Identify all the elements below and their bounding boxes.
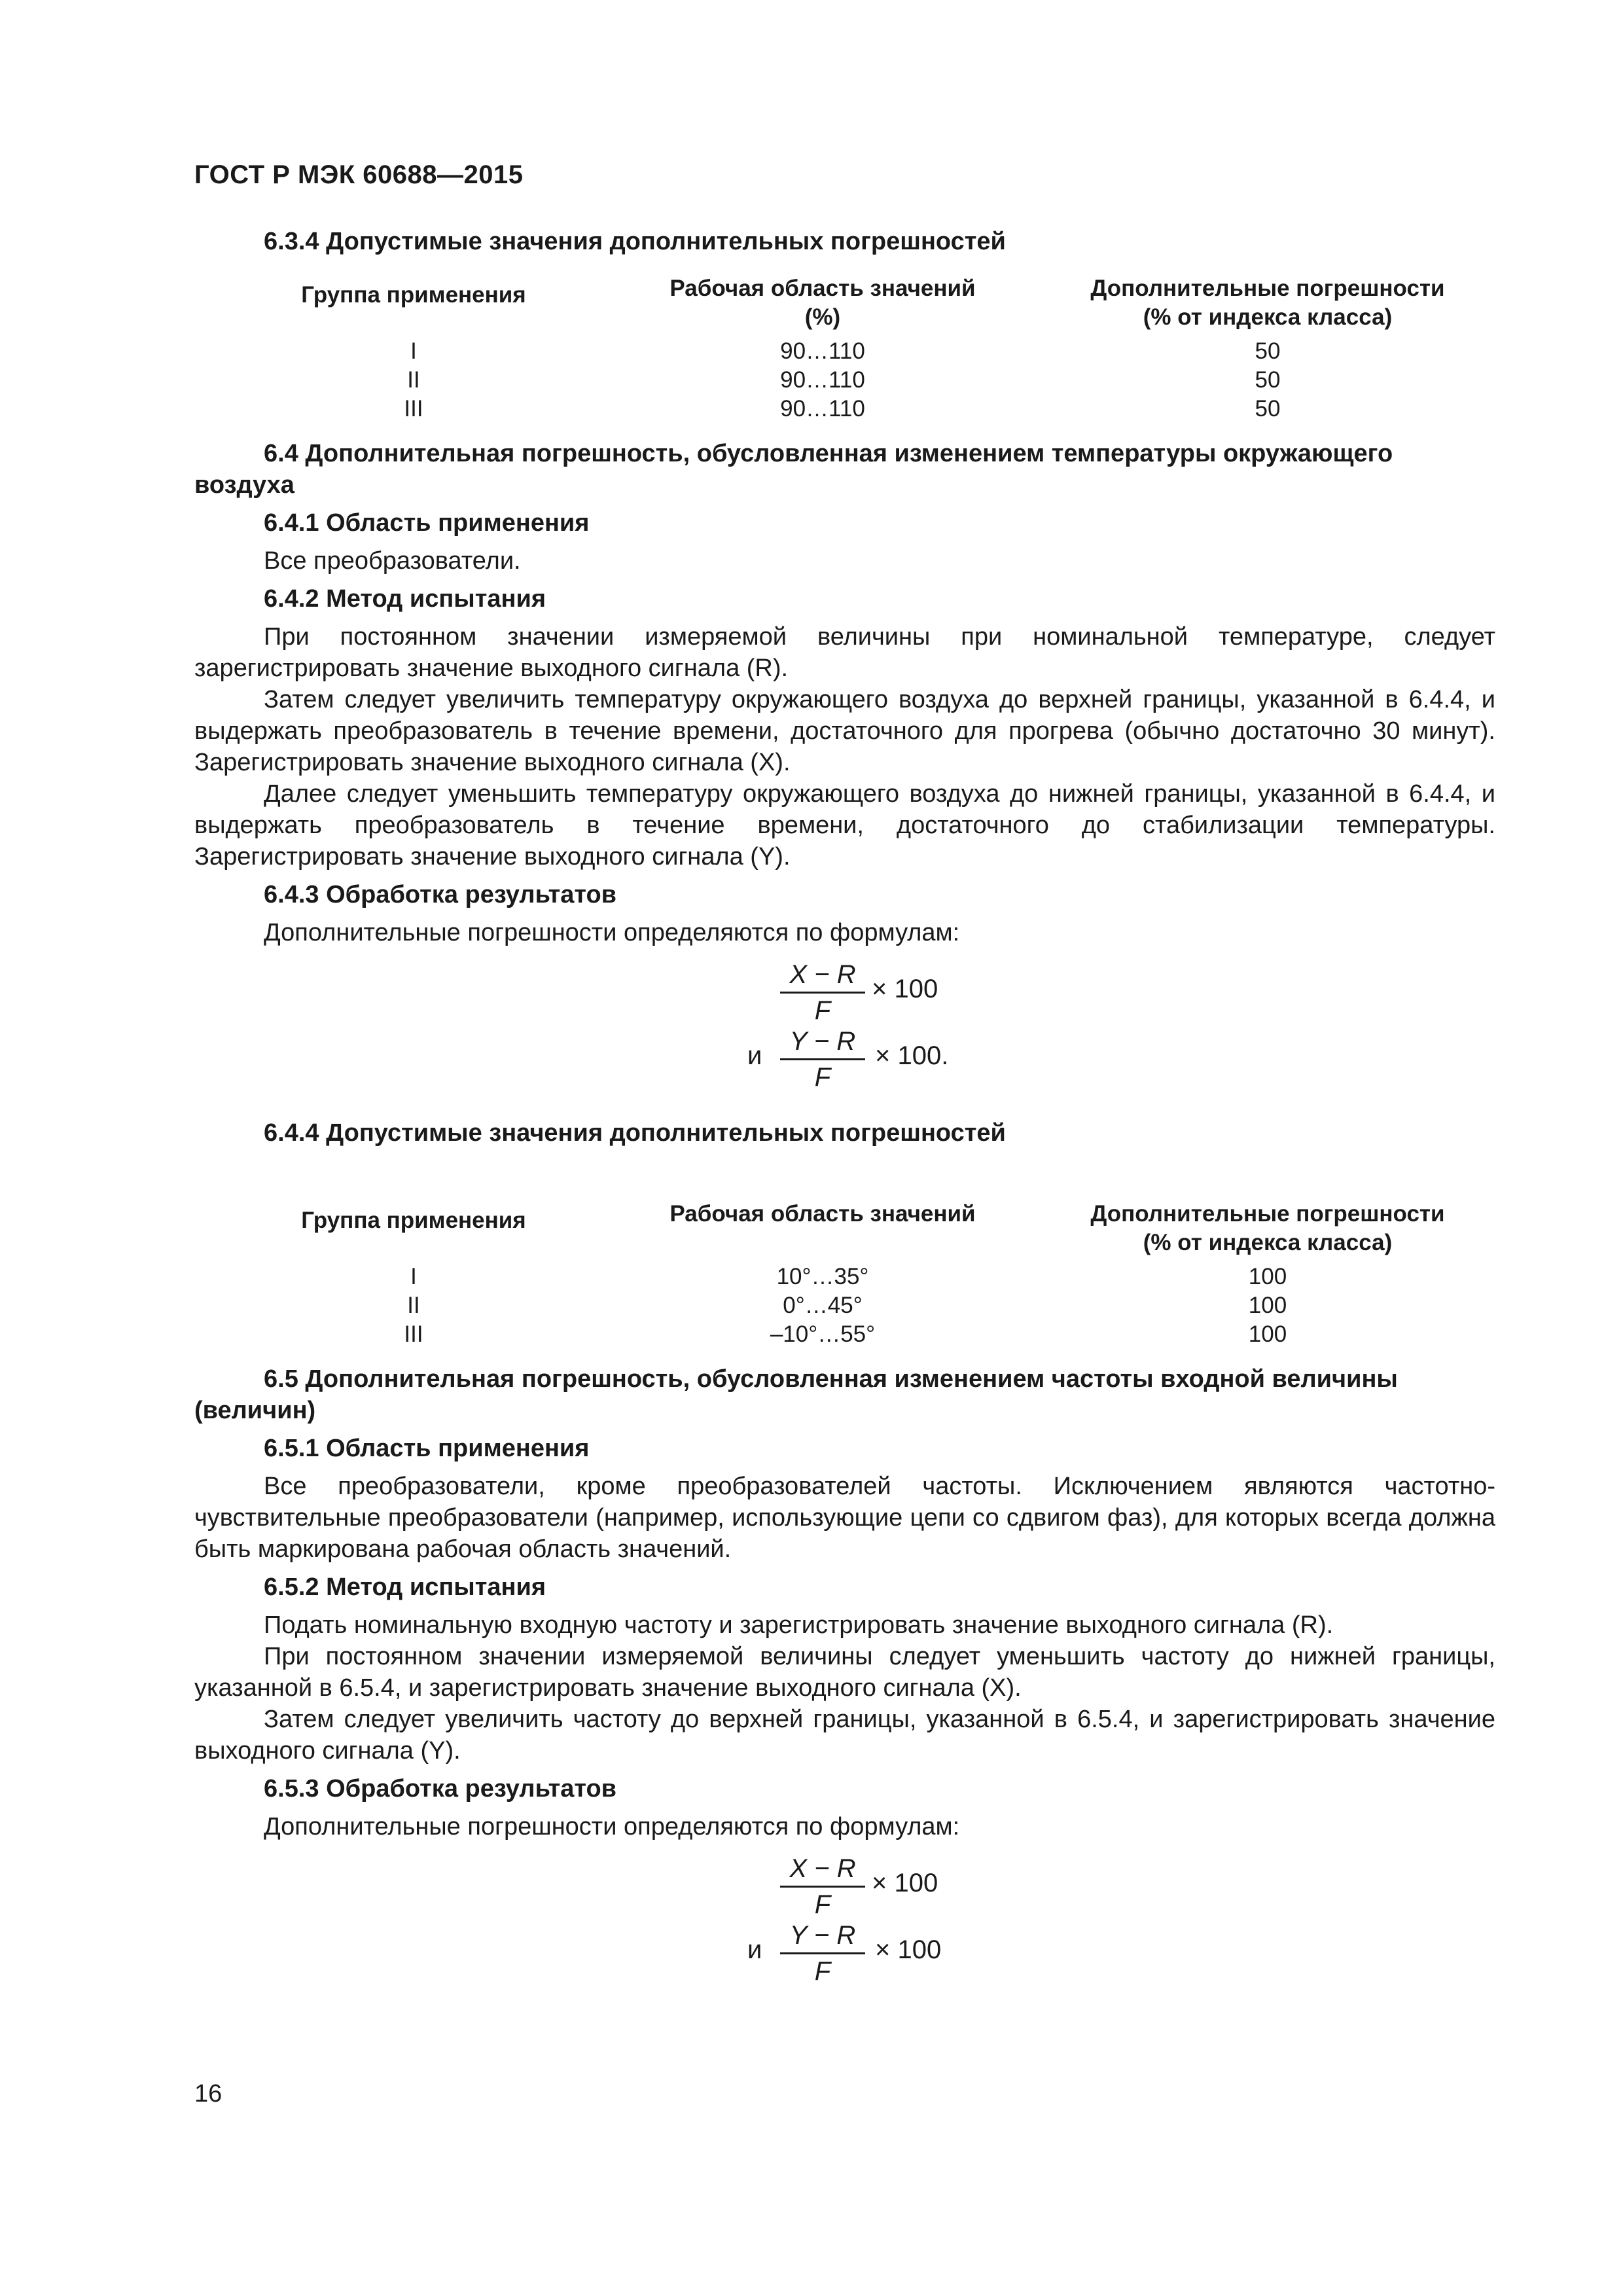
col-header-range: Рабочая область значений bbox=[669, 1201, 976, 1227]
document-header: ГОСТ Р МЭК 60688—2015 bbox=[194, 160, 524, 189]
formula-block-643 bbox=[194, 948, 1495, 1099]
section-heading: 6.4.2 Метод испытания bbox=[264, 585, 546, 613]
paragraph: Затем следует увеличить частоту до верхней границы, указанной в 6.5.4, и зарегистрировать значение выходного сигнала (Y). bbox=[194, 1706, 1495, 1765]
table-row bbox=[194, 366, 1495, 395]
cell-group: II bbox=[407, 1293, 420, 1318]
paragraph: Затем следует увеличить температуру окружающего воздуха до верхней границы, указанной в 6.4.4, и выдержать преобразователь в течение времени, достаточного для прогрева (обычно достаточно 30 минут). Зарегистрировать значение выходного сигнала (X). bbox=[194, 686, 1495, 776]
formula-conjunction: и bbox=[747, 1041, 762, 1070]
section-heading: 6.4.4 Допустимые значения дополнительных погрешностей bbox=[264, 1119, 1006, 1147]
fraction-bar bbox=[780, 1058, 865, 1060]
formula-multiplier: × 100 bbox=[875, 1935, 942, 1964]
section-heading: 6.4 Дополнительная погрешность, обусловленная изменением температуры окружающего воздуха bbox=[194, 440, 1393, 499]
col-header-error-line1: Дополнительные погрешности bbox=[1090, 1201, 1445, 1227]
col-header-error bbox=[1058, 1200, 1477, 1257]
paragraph: Все преобразователи, кроме преобразователей частоты. Исключением являются частотно-чувствительные преобразователи (например, использующие цепи со сдвигом фаз), для которых всегда должна быть маркирована рабочая область значений. bbox=[194, 1473, 1495, 1563]
table-header bbox=[194, 274, 1495, 337]
cell-group: I bbox=[410, 338, 417, 364]
cell-error: 100 bbox=[1248, 1321, 1287, 1347]
fraction bbox=[780, 959, 865, 1026]
fraction bbox=[780, 1026, 865, 1093]
fraction-bar bbox=[780, 1886, 865, 1888]
cell-group: III bbox=[404, 1321, 423, 1347]
paragraph: При постоянном значении измеряемой величины следует уменьшить частоту до нижней границы, указанной в 6.5.4, и зарегистрировать значение выходного сигнала (X). bbox=[194, 1643, 1495, 1702]
table-row bbox=[194, 395, 1495, 423]
table-row bbox=[194, 1263, 1495, 1291]
cell-group: III bbox=[404, 396, 423, 422]
paragraph: Подать номинальную входную частоту и зарегистрировать значение выходного сигнала (R). bbox=[264, 1611, 1334, 1639]
fraction-numerator: X − R bbox=[789, 1854, 856, 1883]
cell-range: 90…110 bbox=[780, 338, 865, 364]
fraction-bar bbox=[780, 992, 865, 994]
formula-multiplier: × 100 bbox=[872, 975, 938, 1003]
cell-error: 50 bbox=[1255, 338, 1281, 364]
table-row bbox=[194, 337, 1495, 366]
table-row bbox=[194, 1320, 1495, 1349]
paragraph: Далее следует уменьшить температуру окружающего воздуха до нижней границы, указанной в 6.4.4, и выдержать преобразователь в течение времени, достаточного до стабилизации температуры. Зарегистрировать значение выходного сигнала (Y). bbox=[194, 780, 1495, 870]
col-header-error-line1: Дополнительные погрешности bbox=[1090, 276, 1445, 301]
cell-range: 10°…35° bbox=[776, 1264, 869, 1289]
fraction bbox=[780, 1853, 865, 1920]
section-heading: 6.4.3 Обработка результатов bbox=[264, 881, 617, 908]
section-heading: 6.3.4 Допустимые значения дополнительных погрешностей bbox=[264, 228, 1006, 255]
cell-group: II bbox=[407, 367, 420, 393]
col-header-range: Рабочая область значений (%) bbox=[669, 276, 976, 330]
fraction-denominator: F bbox=[814, 996, 831, 1025]
fraction-denominator: F bbox=[814, 1063, 831, 1092]
section-heading: 6.4.1 Область применения bbox=[264, 509, 590, 537]
cell-group: I bbox=[410, 1264, 417, 1289]
paragraph: Дополнительные погрешности определяются по формулам: bbox=[264, 919, 960, 946]
page-number: 16 bbox=[194, 2080, 223, 2108]
table-634 bbox=[194, 274, 1495, 423]
fraction-bar bbox=[780, 1952, 865, 1954]
fraction-denominator: F bbox=[814, 1890, 831, 1919]
table-row bbox=[194, 1291, 1495, 1320]
fraction bbox=[780, 1920, 865, 1987]
section-heading: 6.5.1 Область применения bbox=[264, 1435, 590, 1462]
table-644 bbox=[194, 1200, 1495, 1349]
section-heading: 6.5 Дополнительная погрешность, обусловленная изменением частоты входной величины (величин) bbox=[194, 1365, 1398, 1424]
cell-range: 0°…45° bbox=[783, 1293, 863, 1318]
section-heading: 6.5.3 Обработка результатов bbox=[264, 1775, 617, 1803]
table-header bbox=[194, 1200, 1495, 1263]
cell-range: 90…110 bbox=[780, 367, 865, 393]
cell-error: 100 bbox=[1248, 1264, 1287, 1289]
paragraph: Все преобразователи. bbox=[264, 547, 521, 575]
formula-multiplier: × 100 bbox=[872, 1869, 938, 1897]
paragraph: Дополнительные погрешности определяются по формулам: bbox=[264, 1813, 960, 1840]
paragraph: При постоянном значении измеряемой величины при номинальной температуре, следует зарегистрировать значение выходного сигнала (R). bbox=[194, 623, 1495, 682]
fraction-numerator: Y − R bbox=[789, 1027, 856, 1056]
cell-error: 50 bbox=[1255, 396, 1281, 422]
fraction-numerator: Y − R bbox=[789, 1921, 856, 1950]
col-header-error-line2: (% от индекса класса) bbox=[1143, 304, 1393, 330]
col-header-error-line2: (% от индекса класса) bbox=[1143, 1230, 1393, 1255]
col-header-error bbox=[1058, 274, 1477, 332]
col-header-group: Группа применения bbox=[301, 1208, 526, 1233]
col-header-group: Группа применения bbox=[301, 282, 526, 308]
fraction-numerator: X − R bbox=[789, 960, 856, 989]
formula-conjunction: и bbox=[747, 1935, 762, 1964]
cell-error: 100 bbox=[1248, 1293, 1287, 1318]
formula-multiplier: × 100. bbox=[875, 1041, 949, 1070]
cell-range: 90…110 bbox=[780, 396, 865, 422]
formula-block-653 bbox=[194, 1842, 1495, 1993]
fraction-denominator: F bbox=[814, 1957, 831, 1986]
document-body bbox=[194, 226, 1495, 1993]
cell-range: –10°…55° bbox=[770, 1321, 876, 1347]
section-heading: 6.5.2 Метод испытания bbox=[264, 1573, 546, 1601]
cell-error: 50 bbox=[1255, 367, 1281, 393]
